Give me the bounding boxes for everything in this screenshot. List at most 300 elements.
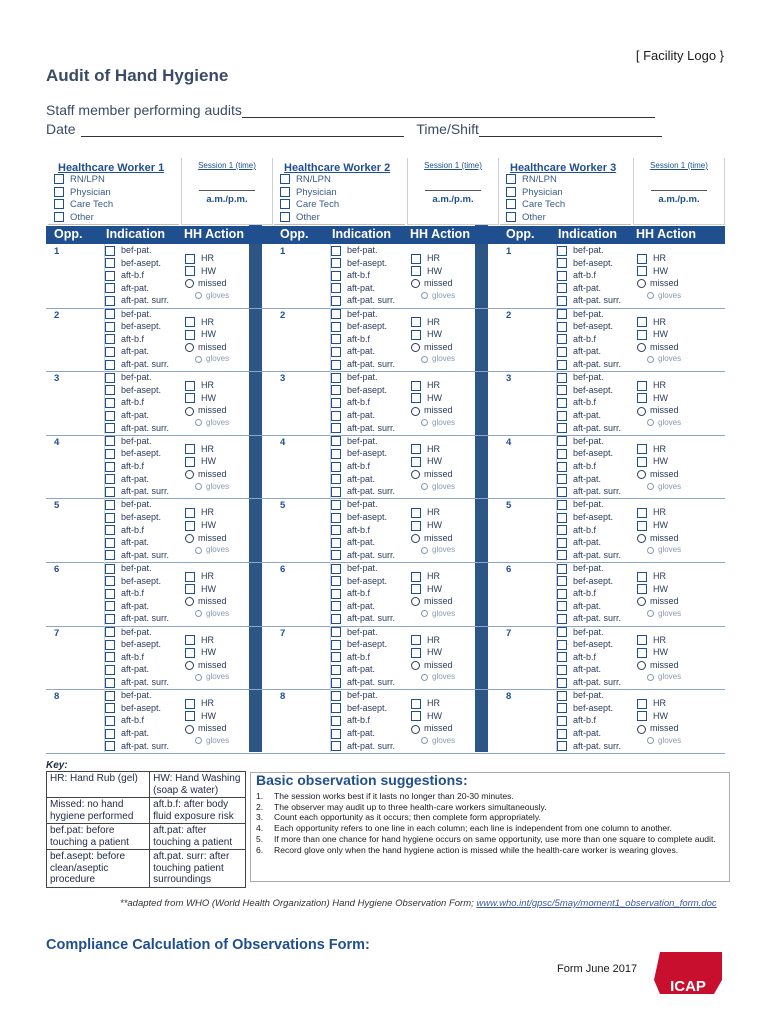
indication-option[interactable] — [557, 587, 632, 600]
checkbox-icon[interactable] — [331, 601, 341, 611]
checkbox-icon[interactable] — [331, 309, 341, 319]
action-gloves[interactable] — [181, 735, 271, 748]
action-hw[interactable] — [407, 265, 497, 278]
checkbox-icon[interactable] — [105, 716, 115, 726]
action-hr[interactable] — [181, 570, 271, 583]
indication-option[interactable] — [105, 740, 180, 753]
indication-option[interactable] — [557, 244, 632, 257]
action-hw[interactable] — [407, 710, 497, 723]
checkbox-icon[interactable] — [54, 187, 64, 197]
action-gloves[interactable] — [407, 735, 497, 748]
checkbox-icon[interactable] — [637, 521, 647, 531]
checkbox-icon[interactable] — [557, 283, 567, 293]
radio-icon[interactable] — [185, 470, 194, 479]
checkbox-icon[interactable] — [105, 296, 115, 306]
indication-option[interactable] — [105, 409, 180, 422]
action-missed[interactable] — [633, 277, 723, 290]
indication-option[interactable] — [331, 689, 406, 702]
checkbox-icon[interactable] — [331, 322, 341, 332]
radio-icon[interactable] — [195, 610, 202, 617]
checkbox-icon[interactable] — [557, 271, 567, 281]
checkbox-icon[interactable] — [557, 385, 567, 395]
role-option[interactable] — [274, 212, 405, 225]
checkbox-icon[interactable] — [54, 199, 64, 209]
indication-option[interactable] — [105, 638, 180, 651]
action-missed[interactable] — [407, 595, 497, 608]
checkbox-icon[interactable] — [331, 258, 341, 268]
checkbox-icon[interactable] — [331, 500, 341, 510]
action-hw[interactable] — [407, 519, 497, 532]
indication-option[interactable] — [557, 257, 632, 270]
checkbox-icon[interactable] — [411, 648, 421, 658]
indication-option[interactable] — [105, 600, 180, 613]
action-gloves[interactable] — [633, 671, 723, 684]
role-option[interactable] — [500, 212, 631, 225]
indication-option[interactable] — [105, 294, 180, 307]
action-hw[interactable] — [407, 455, 497, 468]
checkbox-icon[interactable] — [557, 614, 567, 624]
radio-icon[interactable] — [411, 470, 420, 479]
role-option[interactable] — [274, 199, 405, 212]
indication-option[interactable] — [557, 663, 632, 676]
radio-icon[interactable] — [411, 407, 420, 416]
checkbox-icon[interactable] — [331, 373, 341, 383]
action-hr[interactable] — [181, 252, 271, 265]
radio-icon[interactable] — [647, 483, 654, 490]
radio-icon[interactable] — [647, 292, 654, 299]
indication-option[interactable] — [557, 320, 632, 333]
checkbox-icon[interactable] — [637, 572, 647, 582]
action-hr[interactable] — [407, 316, 497, 329]
action-hr[interactable] — [407, 634, 497, 647]
checkbox-icon[interactable] — [637, 254, 647, 264]
checkbox-icon[interactable] — [637, 711, 647, 721]
action-hr[interactable] — [181, 443, 271, 456]
checkbox-icon[interactable] — [331, 474, 341, 484]
radio-icon[interactable] — [647, 547, 654, 554]
checkbox-icon[interactable] — [331, 436, 341, 446]
checkbox-icon[interactable] — [557, 462, 567, 472]
checkbox-icon[interactable] — [331, 347, 341, 357]
checkbox-icon[interactable] — [637, 635, 647, 645]
action-hr[interactable] — [633, 570, 723, 583]
radio-icon[interactable] — [185, 407, 194, 416]
radio-icon[interactable] — [411, 343, 420, 352]
checkbox-icon[interactable] — [105, 334, 115, 344]
indication-option[interactable] — [105, 676, 180, 689]
checkbox-icon[interactable] — [557, 309, 567, 319]
action-missed[interactable] — [633, 722, 723, 735]
checkbox-icon[interactable] — [331, 627, 341, 637]
action-hr[interactable] — [407, 570, 497, 583]
checkbox-icon[interactable] — [411, 381, 421, 391]
action-hr[interactable] — [181, 634, 271, 647]
time-input[interactable] — [479, 122, 662, 137]
indication-option[interactable] — [331, 702, 406, 715]
checkbox-icon[interactable] — [331, 564, 341, 574]
action-hw[interactable] — [181, 328, 271, 341]
indication-option[interactable] — [331, 740, 406, 753]
checkbox-icon[interactable] — [557, 729, 567, 739]
checkbox-icon[interactable] — [411, 330, 421, 340]
checkbox-icon[interactable] — [105, 652, 115, 662]
indication-option[interactable] — [105, 626, 180, 639]
checkbox-icon[interactable] — [331, 423, 341, 433]
indication-option[interactable] — [557, 524, 632, 537]
indication-option[interactable] — [105, 689, 180, 702]
checkbox-icon[interactable] — [105, 487, 115, 497]
radio-icon[interactable] — [195, 547, 202, 554]
indication-option[interactable] — [557, 511, 632, 524]
action-hw[interactable] — [633, 646, 723, 659]
indication-option[interactable] — [105, 345, 180, 358]
checkbox-icon[interactable] — [557, 525, 567, 535]
action-hw[interactable] — [181, 583, 271, 596]
checkbox-icon[interactable] — [105, 385, 115, 395]
indication-option[interactable] — [331, 320, 406, 333]
indication-option[interactable] — [557, 575, 632, 588]
role-option[interactable] — [500, 187, 631, 200]
radio-icon[interactable] — [195, 674, 202, 681]
indication-option[interactable] — [557, 740, 632, 753]
checkbox-icon[interactable] — [557, 500, 567, 510]
indication-option[interactable] — [105, 269, 180, 282]
action-hr[interactable] — [633, 506, 723, 519]
checkbox-icon[interactable] — [105, 436, 115, 446]
role-option[interactable] — [500, 199, 631, 212]
action-hr[interactable] — [407, 506, 497, 519]
action-missed[interactable] — [633, 404, 723, 417]
checkbox-icon[interactable] — [105, 423, 115, 433]
indication-option[interactable] — [331, 524, 406, 537]
checkbox-icon[interactable] — [185, 648, 195, 658]
action-missed[interactable] — [181, 659, 271, 672]
checkbox-icon[interactable] — [105, 525, 115, 535]
checkbox-icon[interactable] — [105, 474, 115, 484]
indication-option[interactable] — [557, 358, 632, 371]
radio-icon[interactable] — [195, 419, 202, 426]
radio-icon[interactable] — [421, 674, 428, 681]
action-missed[interactable] — [407, 659, 497, 672]
indication-option[interactable] — [557, 600, 632, 613]
checkbox-icon[interactable] — [331, 525, 341, 535]
checkbox-icon[interactable] — [411, 699, 421, 709]
indication-option[interactable] — [331, 638, 406, 651]
indication-option[interactable] — [331, 435, 406, 448]
indication-option[interactable] — [557, 676, 632, 689]
radio-icon[interactable] — [637, 407, 646, 416]
checkbox-icon[interactable] — [411, 266, 421, 276]
indication-option[interactable] — [105, 435, 180, 448]
indication-option[interactable] — [331, 447, 406, 460]
action-gloves[interactable] — [633, 417, 723, 430]
checkbox-icon[interactable] — [185, 635, 195, 645]
checkbox-icon[interactable] — [105, 360, 115, 370]
indication-option[interactable] — [105, 498, 180, 511]
indication-option[interactable] — [331, 511, 406, 524]
action-hr[interactable] — [633, 443, 723, 456]
indication-option[interactable] — [105, 371, 180, 384]
action-gloves[interactable] — [633, 735, 723, 748]
radio-icon[interactable] — [637, 470, 646, 479]
action-missed[interactable] — [181, 277, 271, 290]
indication-option[interactable] — [557, 333, 632, 346]
checkbox-icon[interactable] — [557, 347, 567, 357]
indication-option[interactable] — [105, 562, 180, 575]
radio-icon[interactable] — [421, 292, 428, 299]
indication-option[interactable] — [557, 536, 632, 549]
checkbox-icon[interactable] — [331, 691, 341, 701]
checkbox-icon[interactable] — [331, 640, 341, 650]
action-hw[interactable] — [633, 265, 723, 278]
checkbox-icon[interactable] — [411, 521, 421, 531]
checkbox-icon[interactable] — [557, 538, 567, 548]
radio-icon[interactable] — [185, 597, 194, 606]
checkbox-icon[interactable] — [637, 584, 647, 594]
action-hr[interactable] — [633, 252, 723, 265]
checkbox-icon[interactable] — [637, 330, 647, 340]
indication-option[interactable] — [105, 447, 180, 460]
indication-option[interactable] — [331, 257, 406, 270]
checkbox-icon[interactable] — [557, 550, 567, 560]
action-hw[interactable] — [181, 710, 271, 723]
indication-option[interactable] — [557, 612, 632, 625]
radio-icon[interactable] — [637, 343, 646, 352]
checkbox-icon[interactable] — [331, 411, 341, 421]
checkbox-icon[interactable] — [280, 187, 290, 197]
checkbox-icon[interactable] — [411, 584, 421, 594]
action-hw[interactable] — [633, 583, 723, 596]
indication-option[interactable] — [331, 384, 406, 397]
action-hr[interactable] — [633, 379, 723, 392]
radio-icon[interactable] — [647, 737, 654, 744]
checkbox-icon[interactable] — [557, 398, 567, 408]
action-hw[interactable] — [181, 455, 271, 468]
radio-icon[interactable] — [637, 597, 646, 606]
checkbox-icon[interactable] — [557, 334, 567, 344]
checkbox-icon[interactable] — [185, 444, 195, 454]
checkbox-icon[interactable] — [185, 572, 195, 582]
action-hr[interactable] — [181, 697, 271, 710]
radio-icon[interactable] — [411, 725, 420, 734]
action-missed[interactable] — [181, 341, 271, 354]
checkbox-icon[interactable] — [557, 564, 567, 574]
checkbox-icon[interactable] — [331, 716, 341, 726]
checkbox-icon[interactable] — [506, 174, 516, 184]
indication-option[interactable] — [331, 308, 406, 321]
indication-option[interactable] — [105, 587, 180, 600]
radio-icon[interactable] — [411, 279, 420, 288]
radio-icon[interactable] — [421, 483, 428, 490]
radio-icon[interactable] — [637, 534, 646, 543]
radio-icon[interactable] — [637, 661, 646, 670]
indication-option[interactable] — [105, 460, 180, 473]
checkbox-icon[interactable] — [637, 444, 647, 454]
checkbox-icon[interactable] — [185, 381, 195, 391]
indication-option[interactable] — [557, 435, 632, 448]
indication-option[interactable] — [105, 511, 180, 524]
indication-option[interactable] — [557, 626, 632, 639]
action-missed[interactable] — [407, 404, 497, 417]
action-hr[interactable] — [181, 379, 271, 392]
action-missed[interactable] — [407, 532, 497, 545]
checkbox-icon[interactable] — [331, 398, 341, 408]
checkbox-icon[interactable] — [105, 538, 115, 548]
action-missed[interactable] — [181, 595, 271, 608]
radio-icon[interactable] — [421, 737, 428, 744]
indication-option[interactable] — [331, 562, 406, 575]
checkbox-icon[interactable] — [411, 317, 421, 327]
radio-icon[interactable] — [647, 419, 654, 426]
checkbox-icon[interactable] — [331, 741, 341, 751]
indication-option[interactable] — [557, 562, 632, 575]
checkbox-icon[interactable] — [557, 601, 567, 611]
action-gloves[interactable] — [407, 608, 497, 621]
checkbox-icon[interactable] — [331, 513, 341, 523]
radio-icon[interactable] — [647, 674, 654, 681]
checkbox-icon[interactable] — [185, 457, 195, 467]
indication-option[interactable] — [331, 651, 406, 664]
checkbox-icon[interactable] — [105, 741, 115, 751]
action-gloves[interactable] — [407, 353, 497, 366]
checkbox-icon[interactable] — [331, 271, 341, 281]
checkbox-icon[interactable] — [411, 508, 421, 518]
action-hr[interactable] — [407, 697, 497, 710]
indication-option[interactable] — [557, 549, 632, 562]
indication-option[interactable] — [105, 612, 180, 625]
checkbox-icon[interactable] — [557, 322, 567, 332]
checkbox-icon[interactable] — [557, 589, 567, 599]
checkbox-icon[interactable] — [185, 521, 195, 531]
checkbox-icon[interactable] — [557, 246, 567, 256]
indication-option[interactable] — [331, 575, 406, 588]
action-missed[interactable] — [633, 341, 723, 354]
action-gloves[interactable] — [407, 671, 497, 684]
checkbox-icon[interactable] — [105, 691, 115, 701]
indication-option[interactable] — [557, 409, 632, 422]
action-hr[interactable] — [181, 506, 271, 519]
checkbox-icon[interactable] — [637, 699, 647, 709]
indication-option[interactable] — [557, 714, 632, 727]
indication-option[interactable] — [331, 345, 406, 358]
radio-icon[interactable] — [195, 737, 202, 744]
indication-option[interactable] — [331, 422, 406, 435]
indication-option[interactable] — [105, 358, 180, 371]
indication-option[interactable] — [557, 422, 632, 435]
checkbox-icon[interactable] — [105, 601, 115, 611]
checkbox-icon[interactable] — [557, 703, 567, 713]
checkbox-icon[interactable] — [331, 550, 341, 560]
indication-option[interactable] — [331, 485, 406, 498]
action-gloves[interactable] — [633, 353, 723, 366]
checkbox-icon[interactable] — [105, 283, 115, 293]
checkbox-icon[interactable] — [637, 381, 647, 391]
checkbox-icon[interactable] — [185, 393, 195, 403]
radio-icon[interactable] — [421, 356, 428, 363]
indication-option[interactable] — [331, 333, 406, 346]
checkbox-icon[interactable] — [637, 317, 647, 327]
checkbox-icon[interactable] — [411, 711, 421, 721]
checkbox-icon[interactable] — [331, 652, 341, 662]
checkbox-icon[interactable] — [557, 436, 567, 446]
indication-option[interactable] — [105, 485, 180, 498]
radio-icon[interactable] — [411, 597, 420, 606]
indication-option[interactable] — [331, 371, 406, 384]
indication-option[interactable] — [331, 676, 406, 689]
indication-option[interactable] — [557, 371, 632, 384]
action-hw[interactable] — [633, 710, 723, 723]
indication-option[interactable] — [331, 536, 406, 549]
indication-option[interactable] — [105, 308, 180, 321]
indication-option[interactable] — [105, 663, 180, 676]
indication-option[interactable] — [331, 244, 406, 257]
action-hr[interactable] — [407, 443, 497, 456]
checkbox-icon[interactable] — [506, 187, 516, 197]
checkbox-icon[interactable] — [637, 393, 647, 403]
action-hw[interactable] — [633, 519, 723, 532]
checkbox-icon[interactable] — [105, 550, 115, 560]
indication-option[interactable] — [105, 536, 180, 549]
checkbox-icon[interactable] — [105, 665, 115, 675]
indication-option[interactable] — [557, 294, 632, 307]
radio-icon[interactable] — [195, 292, 202, 299]
indication-option[interactable] — [557, 689, 632, 702]
role-option[interactable] — [48, 174, 179, 187]
action-hr[interactable] — [633, 316, 723, 329]
checkbox-icon[interactable] — [185, 317, 195, 327]
role-option[interactable] — [48, 199, 179, 212]
indication-option[interactable] — [331, 473, 406, 486]
indication-option[interactable] — [331, 727, 406, 740]
checkbox-icon[interactable] — [105, 627, 115, 637]
source-link[interactable]: www.who.int/gpsc/5may/moment1_observation_form.doc — [476, 898, 717, 909]
indication-option[interactable] — [105, 727, 180, 740]
action-hw[interactable] — [633, 328, 723, 341]
action-gloves[interactable] — [181, 608, 271, 621]
action-hw[interactable] — [181, 519, 271, 532]
action-missed[interactable] — [181, 404, 271, 417]
indication-option[interactable] — [105, 333, 180, 346]
checkbox-icon[interactable] — [411, 444, 421, 454]
checkbox-icon[interactable] — [105, 398, 115, 408]
checkbox-icon[interactable] — [637, 648, 647, 658]
action-missed[interactable] — [407, 277, 497, 290]
date-input[interactable] — [81, 122, 404, 137]
indication-option[interactable] — [331, 409, 406, 422]
checkbox-icon[interactable] — [185, 711, 195, 721]
indication-option[interactable] — [105, 244, 180, 257]
checkbox-icon[interactable] — [185, 254, 195, 264]
checkbox-icon[interactable] — [557, 513, 567, 523]
checkbox-icon[interactable] — [331, 487, 341, 497]
checkbox-icon[interactable] — [105, 513, 115, 523]
checkbox-icon[interactable] — [105, 347, 115, 357]
action-hr[interactable] — [407, 379, 497, 392]
checkbox-icon[interactable] — [557, 640, 567, 650]
action-gloves[interactable] — [181, 290, 271, 303]
indication-option[interactable] — [557, 485, 632, 498]
checkbox-icon[interactable] — [105, 271, 115, 281]
action-hw[interactable] — [633, 455, 723, 468]
action-hw[interactable] — [633, 392, 723, 405]
action-hw[interactable] — [407, 583, 497, 596]
indication-option[interactable] — [557, 269, 632, 282]
action-missed[interactable] — [181, 532, 271, 545]
indication-option[interactable] — [331, 549, 406, 562]
indication-option[interactable] — [557, 384, 632, 397]
checkbox-icon[interactable] — [637, 266, 647, 276]
checkbox-icon[interactable] — [54, 212, 64, 222]
